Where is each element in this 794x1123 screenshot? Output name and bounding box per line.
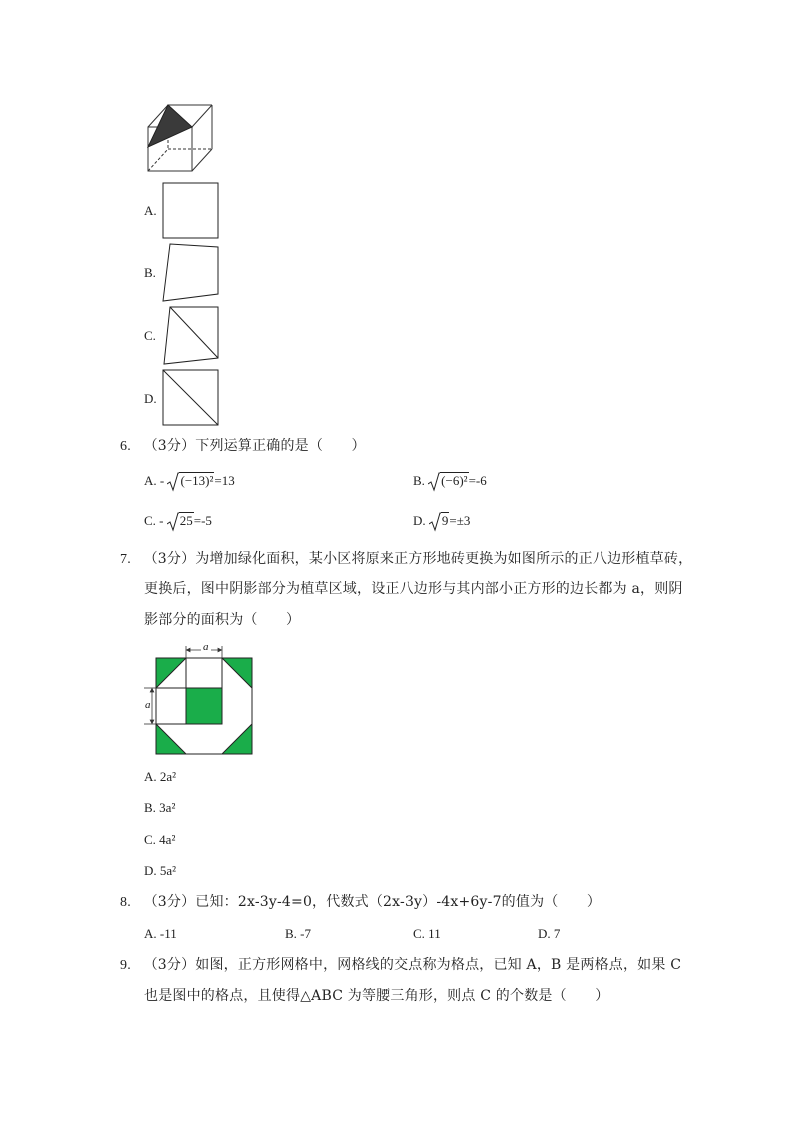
q6-option-c-radicand: 25 — [179, 513, 193, 528]
q6-option-d-radicand: 9 — [441, 513, 449, 528]
q7-option-d[interactable]: D. 5a² — [144, 863, 177, 878]
q7-option-a[interactable]: A. 2a² — [144, 769, 177, 784]
q5-option-a-figure — [162, 182, 220, 240]
q7-score: （3分） — [143, 551, 196, 567]
q5-option-a-label[interactable]: A. — [144, 203, 157, 218]
q5-option-b-figure — [160, 243, 222, 303]
q8-number: 8. — [120, 895, 131, 910]
q6-option-a-label: A. — [144, 473, 157, 488]
q5-option-d-figure — [162, 369, 220, 427]
q8-score: （3分） — [143, 894, 196, 910]
q6-option-b-rhs: =-6 — [468, 473, 487, 488]
sqrt-icon — [167, 512, 179, 532]
q6-stem-text: 下列运算正确的是（ ） — [195, 438, 366, 454]
q6-option-d-label: D. — [413, 513, 426, 528]
q5-option-c-label[interactable]: C. — [144, 328, 156, 343]
q7-figure-label-top: a — [203, 641, 209, 653]
q7-option-c[interactable]: C. 4a² — [144, 832, 176, 847]
q5-option-d-label[interactable]: D. — [144, 391, 157, 406]
q6-option-c-sqrt — [167, 512, 194, 532]
q6-option-b-sqrt — [428, 472, 468, 492]
q8-stem-text: 已知：2x-3y-4=0，代数式（2x-3y）-4x+6y-7的值为（ ） — [195, 894, 602, 910]
q6-option-c-label: C. — [144, 513, 156, 528]
q8-option-c[interactable]: C. 11 — [413, 926, 441, 941]
q7-stem-line-2: 更换后，图中阴影部分为植草区域，设正八边形与其内部小正方形的边长都为 a，则阴 — [144, 581, 683, 597]
q7-stem-line-3: 影部分的面积为（ ） — [144, 612, 301, 628]
q9-number: 9. — [120, 958, 131, 973]
q6-option-d-sqrt — [429, 512, 450, 532]
sqrt-icon — [428, 472, 440, 492]
q9-score: （3分） — [143, 957, 196, 973]
q6-option-c-prefix: - — [159, 513, 164, 528]
q6-option-b-radicand: (−6)² — [441, 473, 468, 488]
q9-line1: 如图，正方形网格中，网格线的交点称为格点，已知 A，B 是两格点，如果 C — [195, 957, 682, 973]
q6-option-c[interactable] — [144, 512, 212, 532]
q6-score: （3分） — [143, 438, 196, 454]
q5-option-c-figure — [160, 306, 222, 366]
sqrt-icon — [429, 512, 441, 532]
q8-option-b[interactable]: B. -7 — [285, 926, 311, 941]
q6-stem — [120, 437, 366, 456]
q6-option-d-rhs: =±3 — [449, 513, 471, 528]
q6-option-b[interactable] — [413, 472, 487, 492]
q9-stem-line-1 — [120, 956, 681, 975]
q6-option-a[interactable] — [144, 472, 235, 492]
q6-option-a-radicand: (−13)² — [180, 473, 214, 488]
q6-option-a-rhs: =13 — [214, 473, 235, 488]
q7-line1: 为增加绿化面积，某小区将原来正方形地砖更换为如图所示的正八边形植草砖， — [195, 551, 693, 567]
q8-option-a[interactable]: A. -11 — [144, 926, 177, 941]
q6-number: 6. — [120, 439, 131, 454]
sqrt-icon — [167, 472, 179, 492]
q6-option-d[interactable] — [413, 512, 470, 532]
q8-option-d[interactable]: D. 7 — [538, 926, 561, 941]
q7-stem-line-1 — [120, 550, 692, 569]
q7-figure-label-left: a — [145, 699, 151, 711]
q8-stem — [120, 893, 601, 912]
q6-option-c-rhs: =-5 — [193, 513, 212, 528]
q5-option-b-label[interactable]: B. — [144, 265, 156, 280]
cube-figure — [140, 100, 220, 175]
q6-option-a-prefix: - — [159, 473, 165, 488]
q6-option-b-label: B. — [413, 473, 425, 488]
q9-stem-line-2: 也是图中的格点，且使得△ABC 为等腰三角形，则点 C 的个数是（ ） — [144, 988, 610, 1004]
q6-option-a-sqrt — [167, 472, 214, 492]
q7-number: 7. — [120, 552, 131, 567]
octagon-tile-figure — [140, 642, 256, 756]
q7-option-b[interactable]: B. 3a² — [144, 800, 176, 815]
